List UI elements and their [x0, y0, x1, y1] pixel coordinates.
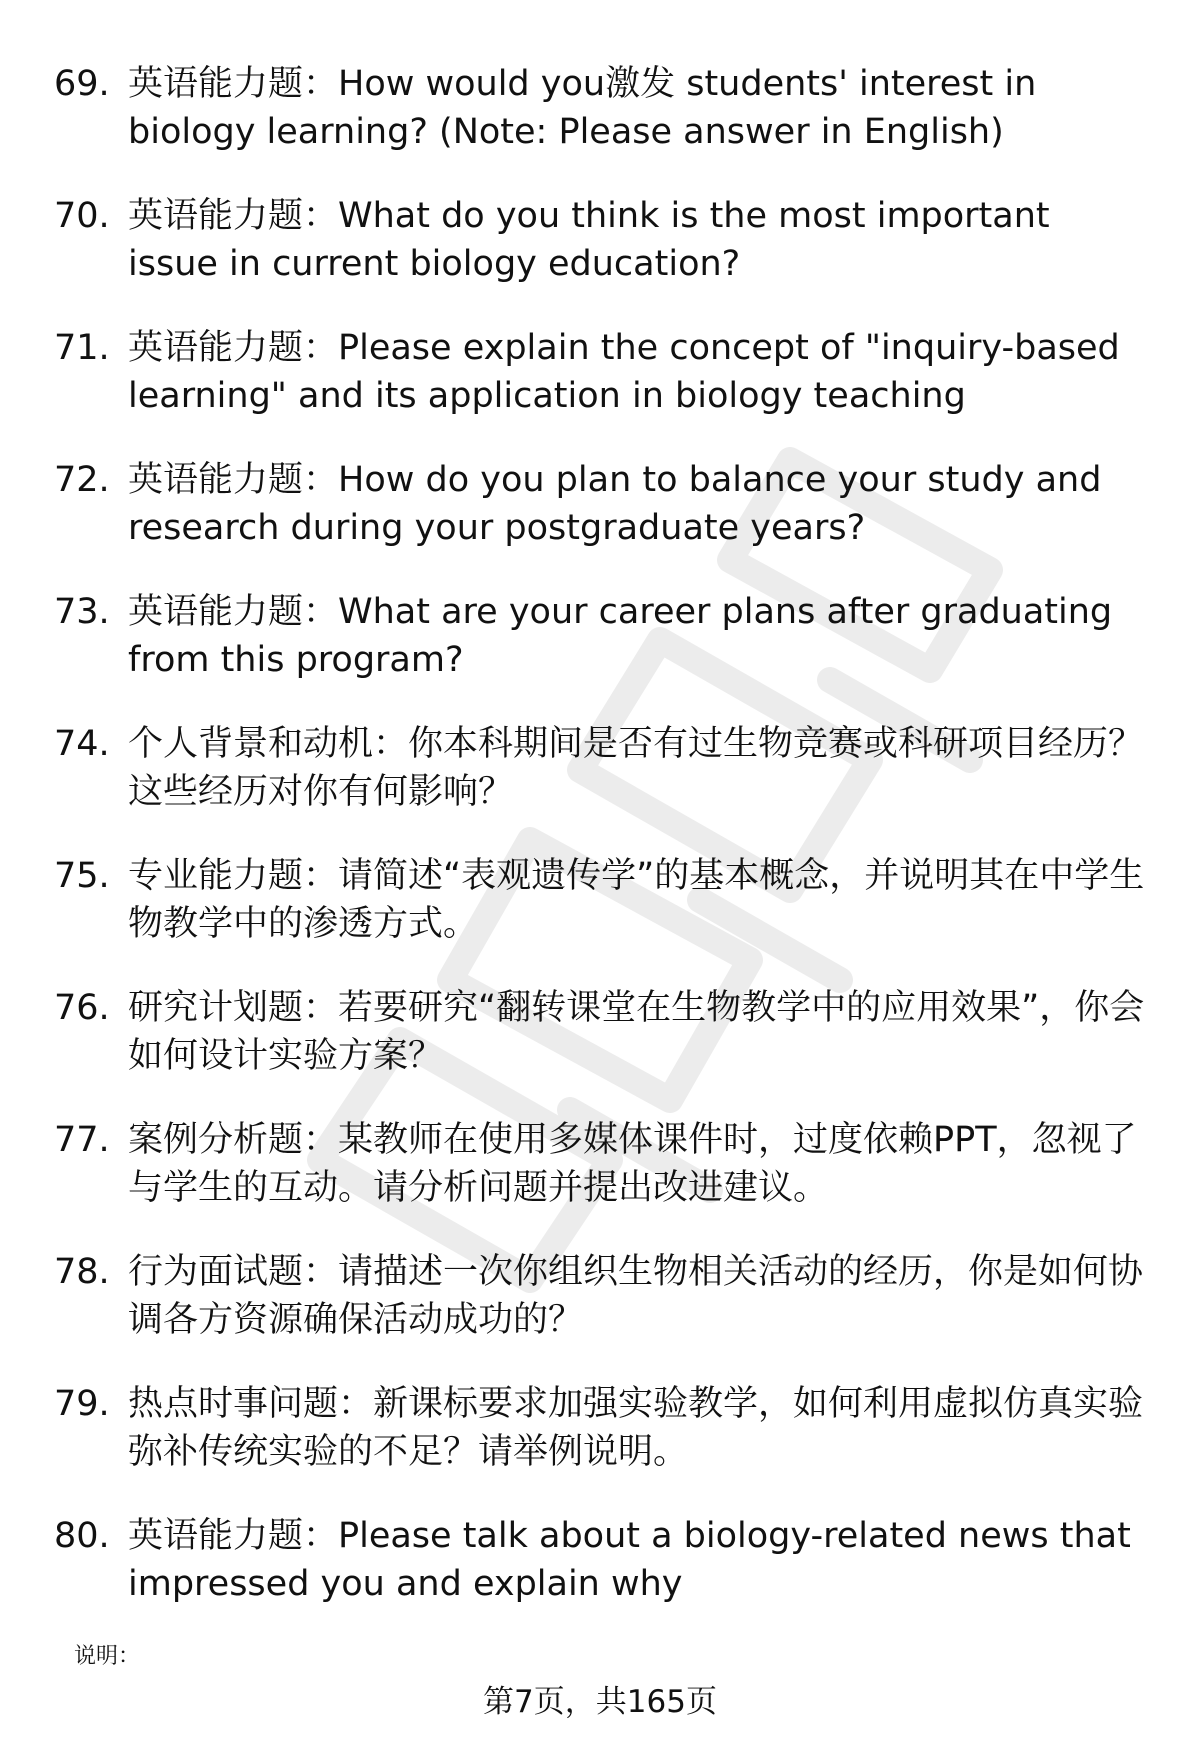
question-text: 英语能力题：How would you激发 students' interest in biology learning? (Note: Please answer in English): [128, 64, 1037, 152]
list-item: [0, 192, 1200, 324]
list-item: [0, 456, 1200, 588]
question-text: 英语能力题：Please explain the concept of "inquiry-based learning" and its application in biology teaching: [128, 328, 1120, 416]
question-text: 英语能力题：How do you plan to balance your study and research during your postgraduate years?: [128, 460, 1102, 548]
list-item: [0, 60, 1200, 192]
question-number: 74.: [54, 724, 110, 764]
question-number: 75.: [54, 856, 110, 896]
question-number: 72.: [54, 460, 110, 500]
question-text: 个人背景和动机：你本科期间是否有过生物竞赛或科研项目经历？这些经历对你有何影响？: [128, 724, 1144, 812]
question-number: 73.: [54, 592, 110, 632]
list-item: [0, 720, 1200, 852]
question-text: 研究计划题：若要研究“翻转课堂在生物教学中的应用效果”，你会如何设计实验方案？: [128, 988, 1145, 1076]
question-number: 77.: [54, 1120, 110, 1160]
list-item: [0, 1116, 1200, 1248]
list-item: [0, 324, 1200, 456]
question-text: 英语能力题：What are your career plans after graduating from this program?: [128, 592, 1113, 680]
question-text: 英语能力题：What do you think is the most important issue in current biology education?: [128, 196, 1050, 284]
question-list: [0, 60, 1200, 1644]
question-text: 热点时事问题：新课标要求加强实验教学，如何利用虚拟仿真实验弥补传统实验的不足？请举例说明。: [128, 1384, 1144, 1472]
question-number: 80.: [54, 1516, 110, 1556]
question-number: 78.: [54, 1252, 110, 1292]
list-item: [0, 588, 1200, 720]
question-number: 69.: [54, 64, 110, 104]
list-item: [0, 1380, 1200, 1512]
list-item: [0, 852, 1200, 984]
question-number: 70.: [54, 196, 110, 236]
question-text: 英语能力题：Please talk about a biology-related news that impressed you and explain why: [128, 1516, 1131, 1604]
question-number: 79.: [54, 1384, 110, 1424]
question-text: 行为面试题：请描述一次你组织生物相关活动的经历，你是如何协调各方资源确保活动成功的？: [128, 1252, 1144, 1340]
question-number: 71.: [54, 328, 110, 368]
note-label: 说明：: [74, 1644, 141, 1669]
question-text: 专业能力题：请简述“表观遗传学”的基本概念，并说明其在中学生物教学中的渗透方式。: [128, 856, 1145, 944]
list-item: [0, 1248, 1200, 1380]
question-number: 76.: [54, 988, 110, 1028]
page-footer: 第7页，共165页: [483, 1684, 717, 1720]
list-item: [0, 1512, 1200, 1644]
question-text: 案例分析题：某教师在使用多媒体课件时，过度依赖PPT，忽视了与学生的互动。请分析问题并提出改进建议。: [128, 1120, 1137, 1208]
list-item: [0, 984, 1200, 1116]
